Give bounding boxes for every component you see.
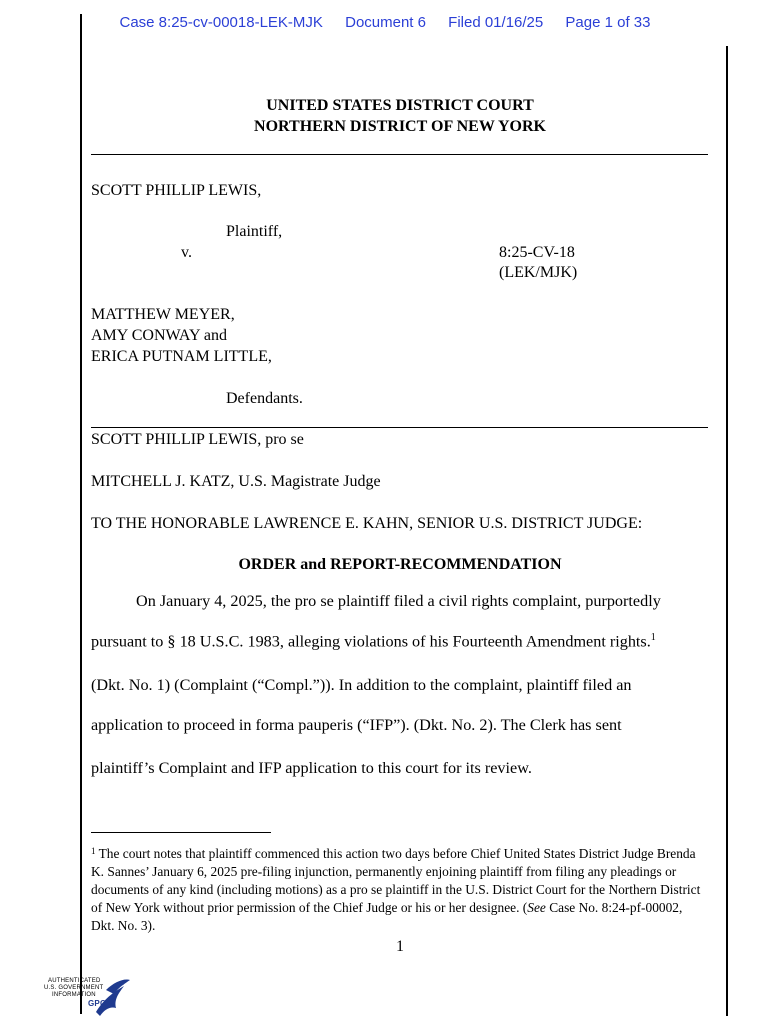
defendant-role: Defendants. [226, 390, 303, 407]
body-line-2 [91, 632, 656, 651]
footnote-1 [91, 842, 706, 935]
order-title: ORDER and REPORT-RECOMMENDATION [238, 556, 562, 573]
plaintiff-appearance: SCOTT PHILLIP LEWIS, pro se [91, 431, 304, 448]
right-margin-rule [726, 46, 728, 1016]
seal-line-1: AUTHENTICATED [48, 978, 101, 984]
body-line-1: On January 4, 2025, the pro se plaintiff filed a civil rights complaint, purportedly [136, 592, 661, 610]
page-number: 1 [396, 938, 404, 955]
seal-line-3: INFORMATION [52, 992, 96, 998]
body-line-2-text: pursuant to § 18 U.S.C. 1983, alleging violations of his Fourteenth Amendment rights. [91, 632, 651, 651]
footnote-separator [91, 832, 271, 833]
court-district: NORTHERN DISTRICT OF NEW YORK [254, 118, 546, 135]
case-number: 8:25-CV-18 [499, 244, 575, 261]
body-line-3: (Dkt. No. 1) (Complaint (“Compl.”)). In addition to the complaint, plaintiff filed an [91, 676, 632, 694]
caption-top-rule [91, 154, 708, 155]
versus: v. [181, 244, 192, 261]
body-line-4: application to proceed in forma pauperis (“IFP”). (Dkt. No. 2). The Clerk has sent [91, 716, 622, 734]
seal-line-2: U.S. GOVERNMENT [44, 985, 104, 991]
defendant-1: MATTHEW MEYER, [91, 306, 235, 323]
left-margin-rule [80, 14, 82, 1014]
caption-bottom-rule [91, 427, 708, 428]
defendant-3: ERICA PUTNAM LITTLE, [91, 348, 272, 365]
judge-initials: (LEK/MJK) [499, 264, 578, 281]
body-line-5: plaintiff’s Complaint and IFP application to this court for its review. [91, 759, 532, 777]
plaintiff-name: SCOTT PHILLIP LEWIS, [91, 182, 262, 199]
filed-date-header: Filed 01/16/25 [448, 14, 544, 31]
magistrate-judge: MITCHELL J. KATZ, U.S. Magistrate Judge [91, 473, 381, 490]
page-count-header: Page 1 of 33 [565, 14, 651, 31]
addressee: TO THE HONORABLE LAWRENCE E. KAHN, SENIOR U.S. DISTRICT JUDGE: [91, 515, 643, 532]
court-name: UNITED STATES DISTRICT COURT [266, 97, 534, 114]
plaintiff-role: Plaintiff, [226, 223, 283, 240]
footnote-reference[interactable]: 1 [650, 632, 656, 643]
seal-gpo-mark: GPO [88, 999, 107, 1008]
gpo-authentication-seal [44, 972, 134, 1020]
ecf-header [0, 14, 770, 31]
footnote-text: The court notes that plaintiff commenced this action two days before Chief United States District Judge Brenda K. Sannes’ January 6, 2025 pre-filing injunction, permanently enjoining plaintiff from filing any pleadings or documents of any kind (including motions) as a pro se plaintiff in the U.S. District Court for the Northern District of New York without prior permission of the Chief Judge or his or her designee. ( [91, 846, 701, 915]
document-number-header: Document 6 [345, 14, 426, 31]
defendant-2: AMY CONWAY and [91, 327, 227, 344]
court-title [90, 95, 710, 137]
case-number-header: Case 8:25-cv-00018-LEK-MJK [119, 14, 323, 31]
footnote-citation: Case No. 8:24-pf-00002, Dkt. No. 3). [91, 900, 683, 933]
footnote-see-signal: See [527, 900, 546, 915]
footnote-marker: 1 [91, 846, 96, 856]
